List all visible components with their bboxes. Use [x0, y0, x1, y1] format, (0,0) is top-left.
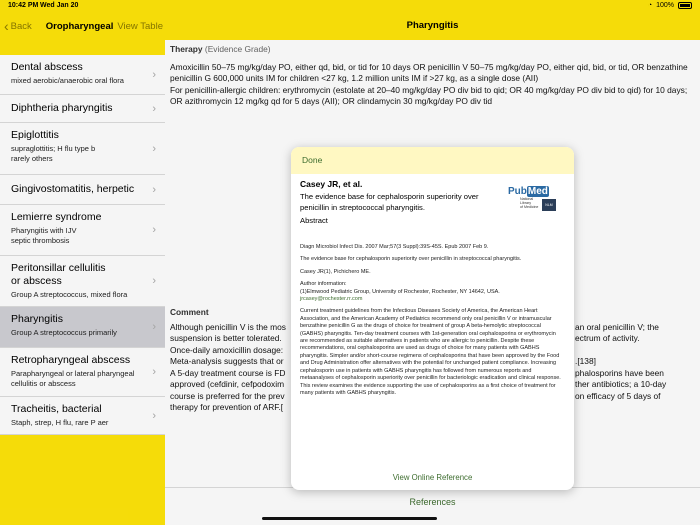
item-subtitle: Group A streptococcus primarily — [11, 328, 117, 337]
comment-line: therapy for prevention of ARF.[ — [170, 402, 284, 412]
wifi-icon: ◔ — [647, 2, 653, 9]
sidebar-title: Oropharyngeal — [45, 20, 114, 32]
comment-line: ther antibiotics; a 10-day — [575, 379, 667, 389]
item-title: Diphtheria pharyngitis — [11, 102, 113, 114]
page-title: Pharyngitis — [406, 20, 459, 31]
comment-line: Once-daily amoxicillin dosage: — [170, 344, 284, 355]
view-table-button[interactable]: View Table — [117, 20, 163, 32]
back-label: Back — [10, 20, 32, 32]
abstract-label: Abstract — [300, 216, 328, 225]
status-time: 10:42 PM — [8, 2, 39, 9]
abstract-title: The evidence base for cephalosporin superiority over penicillin in streptococcal pharyngitis. — [300, 256, 522, 263]
comment-heading: Comment — [170, 307, 209, 317]
item-subtitle: Group A streptococcus, mixed flora — [11, 290, 128, 299]
item-subtitle: Parapharyngeal or lateral pharyngeal cellulitis or abscess — [11, 369, 135, 388]
affiliation-text: (1)Elmwood Pediatric Group, University of Rochester, Rochester, NY 14642, USA. — [300, 288, 500, 295]
chevron-right-icon: › — [152, 102, 156, 115]
battery-percent: 100% — [656, 2, 674, 9]
references-button[interactable]: References — [409, 497, 456, 507]
comment-line: on efficacy of 5 days of — [575, 390, 661, 401]
comment-line: .[138] — [575, 356, 596, 366]
comment-line: A 5-day treatment course is FD — [170, 367, 286, 378]
chevron-right-icon: › — [152, 224, 156, 236]
item-subtitle: Pharyngitis with IJV septic thrombosis — [11, 226, 77, 245]
comment-line: ectrum of activity. — [575, 333, 640, 343]
pubmed-pub: Pub — [508, 186, 527, 197]
item-subtitle: mixed aerobic/anaerobic oral flora — [11, 76, 124, 85]
abstract-body — [300, 244, 562, 402]
therapy-label: Therapy — [170, 44, 203, 54]
chevron-right-icon: › — [152, 142, 156, 155]
item-subtitle: Staph, strep, H flu, rare P aer — [11, 418, 109, 427]
chevron-right-icon: › — [152, 275, 156, 287]
pubmed-med: Med — [527, 186, 548, 197]
nlm-logo-icon: NLM — [542, 199, 556, 211]
therapy-text: Amoxicillin 50–75 mg/kg/day PO, either qd, bid, or tid for 10 days OR penicillin V 50–75 mg/kg/day PO, either qid, bid, or tid, OR benzathine penicillin G 600,000 units IM for children <27 kg, 1.2 million units IM if >27 kg, as a single dose (AII) — [170, 61, 688, 83]
chevron-right-icon: › — [152, 366, 156, 378]
item-title: Gingivostomatitis, herpetic — [11, 183, 135, 195]
item-title: Tracheitis, bacterial — [11, 403, 102, 415]
comment-line: Meta-analysis suggests that or — [170, 356, 284, 366]
status-date: Wed Jan 20 — [40, 2, 79, 9]
author-line: Casey JR(1), Pichichero ME. — [300, 268, 371, 275]
chevron-right-icon: › — [152, 68, 156, 81]
chevron-right-icon: › — [152, 183, 156, 196]
reference-authors: Casey JR, et al. — [300, 179, 363, 189]
reference-title: The evidence base for cephalosporin superiority over penicillin in streptococcal pharyngitis. — [300, 192, 479, 212]
abstract-text: Current treatment guidelines from the Infectious Diseases Society of America, the American Heart Association, and the American Academy of Pediatrics recommend only oral penicillin V or intramuscular benzathine penicillin G as the drugs of choice for treatment of group A beta-hemolytic streptococcal (GABHS) pharyngitis. Ten-day treatment courses with 1st-generation oral cephalosporins or erythromycin are recommended as suitable alternatives in patients who are allergic to penicillin. Despite these recommendations, oral cephalosporins are used as drugs of choice for many patients with GABHS pharyngitis. Simpler and/or short-course regimens of cephalosporins that have been approved by the Food and Drug Administration offer alternatives with the potential for unchanged patient compliance. Increasing cephalosporin use in patients with GABHS pharyngitis has followed from numerous reports and metaanalyses of cephalosporin superiority over penicillin for bacteriologic eradication and clinical response. This review examines the evidence supporting the use of cephalosporins as a first choice of treatment for many patients with GABHS pharyngitis. — [300, 308, 561, 396]
comment-line: approved (cefdinir, cefpodoxim — [170, 379, 285, 389]
therapy-text-allergic: For penicillin-allergic children: erythromycin (estolate at 20–40 mg/kg/day PO div bid to qid; OR 40 mg/kg/day PO div bid to qid) for 10 days; OR azithromycin 12 mg/kg qd for 5 days (AII); OR clindamycin 30 mg/kg/day PO div tid — [170, 84, 688, 106]
pubmed-logo — [508, 181, 566, 221]
item-title: Retropharyngeal abscess — [11, 354, 131, 366]
item-title: Dental abscess — [11, 61, 83, 73]
comment-line: phalosporins have been — [575, 367, 664, 378]
evidence-grade-label: (Evidence Grade) — [204, 44, 271, 54]
item-title: Peritonsillar cellulitis or abscess — [11, 262, 106, 287]
modal-header — [291, 147, 574, 174]
pubmed-wordmark — [508, 186, 549, 197]
chevron-right-icon: › — [152, 409, 156, 422]
item-subtitle: supraglottitis; H flu type b rarely others — [11, 144, 96, 163]
home-indicator[interactable] — [262, 517, 437, 520]
comment-line: course is preferred for the prev — [170, 390, 285, 401]
chevron-right-icon: › — [152, 321, 156, 333]
item-title: Pharyngitis — [11, 313, 63, 325]
author-info-label: Author information: — [300, 281, 347, 288]
reference-modal — [291, 147, 574, 490]
comment-line: Although penicillin V is the mos — [170, 321, 286, 332]
author-email-link[interactable]: jrcasey@rochester.rr.com — [300, 296, 363, 303]
comment-line: suspension is better tolerated. — [170, 333, 282, 343]
done-button[interactable]: Done — [302, 155, 323, 165]
citation-text: Diagn Microbiol Infect Dis. 2007 Mar;57(3 Suppl):39S-45S. Epub 2007 Feb 9. — [300, 244, 489, 250]
nlm-text: National Library of Medicine — [520, 197, 539, 210]
comment-line: an oral penicillin V; the — [575, 321, 659, 332]
view-online-reference-link[interactable]: View Online Reference — [392, 473, 473, 482]
chevron-left-icon: ‹ — [4, 18, 9, 34]
item-title: Lemierre syndrome — [11, 211, 102, 223]
item-title: Epiglottitis — [11, 129, 59, 141]
